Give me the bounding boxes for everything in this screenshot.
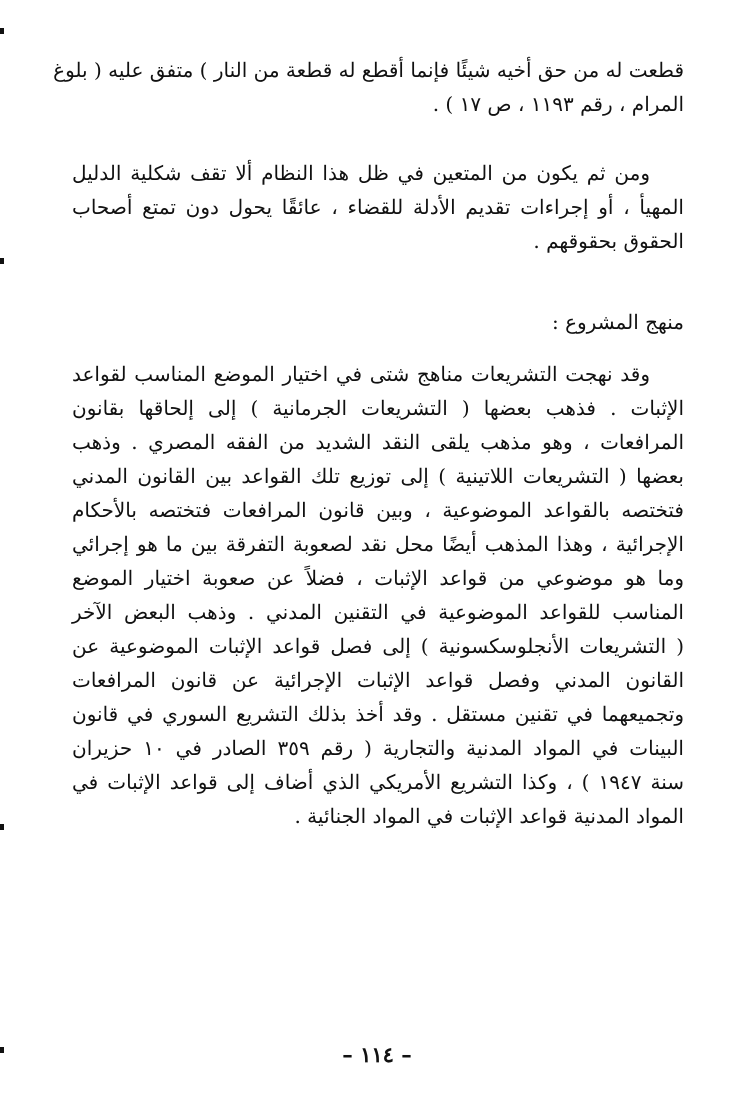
page-number: – ١١٤ – xyxy=(342,1042,412,1067)
text-line: الحقوق بحقوقهم . xyxy=(533,229,684,253)
text-line: المناسب للقواعد الموضوعية في التقنين المدني . وذهب البعض الآخر xyxy=(72,600,684,624)
scan-margin-mark xyxy=(0,824,4,830)
scan-margin-mark xyxy=(0,28,4,34)
scan-margin-mark xyxy=(0,258,4,264)
text-line: بعضها ( التشريعات اللاتينية ) إلى توزيع تلك القواعد بين القانون المدني xyxy=(72,464,684,488)
text-line: المرام ، رقم ١١٩٣ ، ص ١٧ ) . xyxy=(432,92,684,116)
text-line: قطعت له من حق أخيه شيئًا فإنما أقطع له قطعة من النار ) متفق عليه ( بلوغ xyxy=(53,58,684,82)
paragraph-evidence-formality xyxy=(72,156,684,258)
text-line: القانون المدني وفصل قواعد الإثبات الإجرائية عن قانون المرافعات xyxy=(72,668,684,692)
text-line: ومن ثم يكون من المتعين في ظل هذا النظام ألا تقف شكلية الدليل xyxy=(72,161,650,185)
text-line: وقد نهجت التشريعات مناهج شتى في اختيار الموضع المناسب لقواعد xyxy=(72,362,650,386)
text-line: وما هو موضوعي من قواعد الإثبات ، فضلاً عن صعوبة اختيار الموضع xyxy=(72,566,684,590)
text-line: سنة ١٩٤٧ ) ، وكذا التشريع الأمريكي الذي أضاف إلى قواعد الإثبات في xyxy=(72,770,684,794)
text-line: الإثبات . فذهب بعضها ( التشريعات الجرمانية ) إلى إلحاقها بقانون xyxy=(72,396,684,420)
text-line: المهيأ ، أو إجراءات تقديم الأدلة للقضاء ، عائقًا يحول دون تمتع أصحاب xyxy=(72,195,684,219)
text-line: المرافعات ، وهو مذهب يلقى النقد الشديد من الفقه المصري . وذهب xyxy=(72,430,684,454)
text-line: فتختصه بالقواعد الموضوعية ، وبين قانون المرافعات فتختصه بالأحكام xyxy=(72,498,684,522)
paragraph-quote-citation xyxy=(53,53,684,121)
section-heading xyxy=(72,305,684,339)
text-line: المواد المدنية قواعد الإثبات في المواد الجنائية . xyxy=(294,804,684,828)
text-line: البينات في المواد المدنية والتجارية ( رقم ٣٥٩ الصادر في ١٠ حزيران xyxy=(72,736,684,760)
text-line: وتجميعهما في تقنين مستقل . وقد أخذ بذلك التشريع السوري في قانون xyxy=(72,702,684,726)
paragraph-legislation-approaches xyxy=(72,357,684,833)
text-line: ( التشريعات الأنجلوسكسونية ) إلى فصل قواعد الإثبات الموضوعية عن xyxy=(72,634,684,658)
text-line: الإجرائية ، وهذا المذهب أيضًا محل نقد لصعوبة التفرقة بين ما هو إجرائي xyxy=(72,532,684,556)
heading-text: منهج المشروع : xyxy=(551,310,684,334)
